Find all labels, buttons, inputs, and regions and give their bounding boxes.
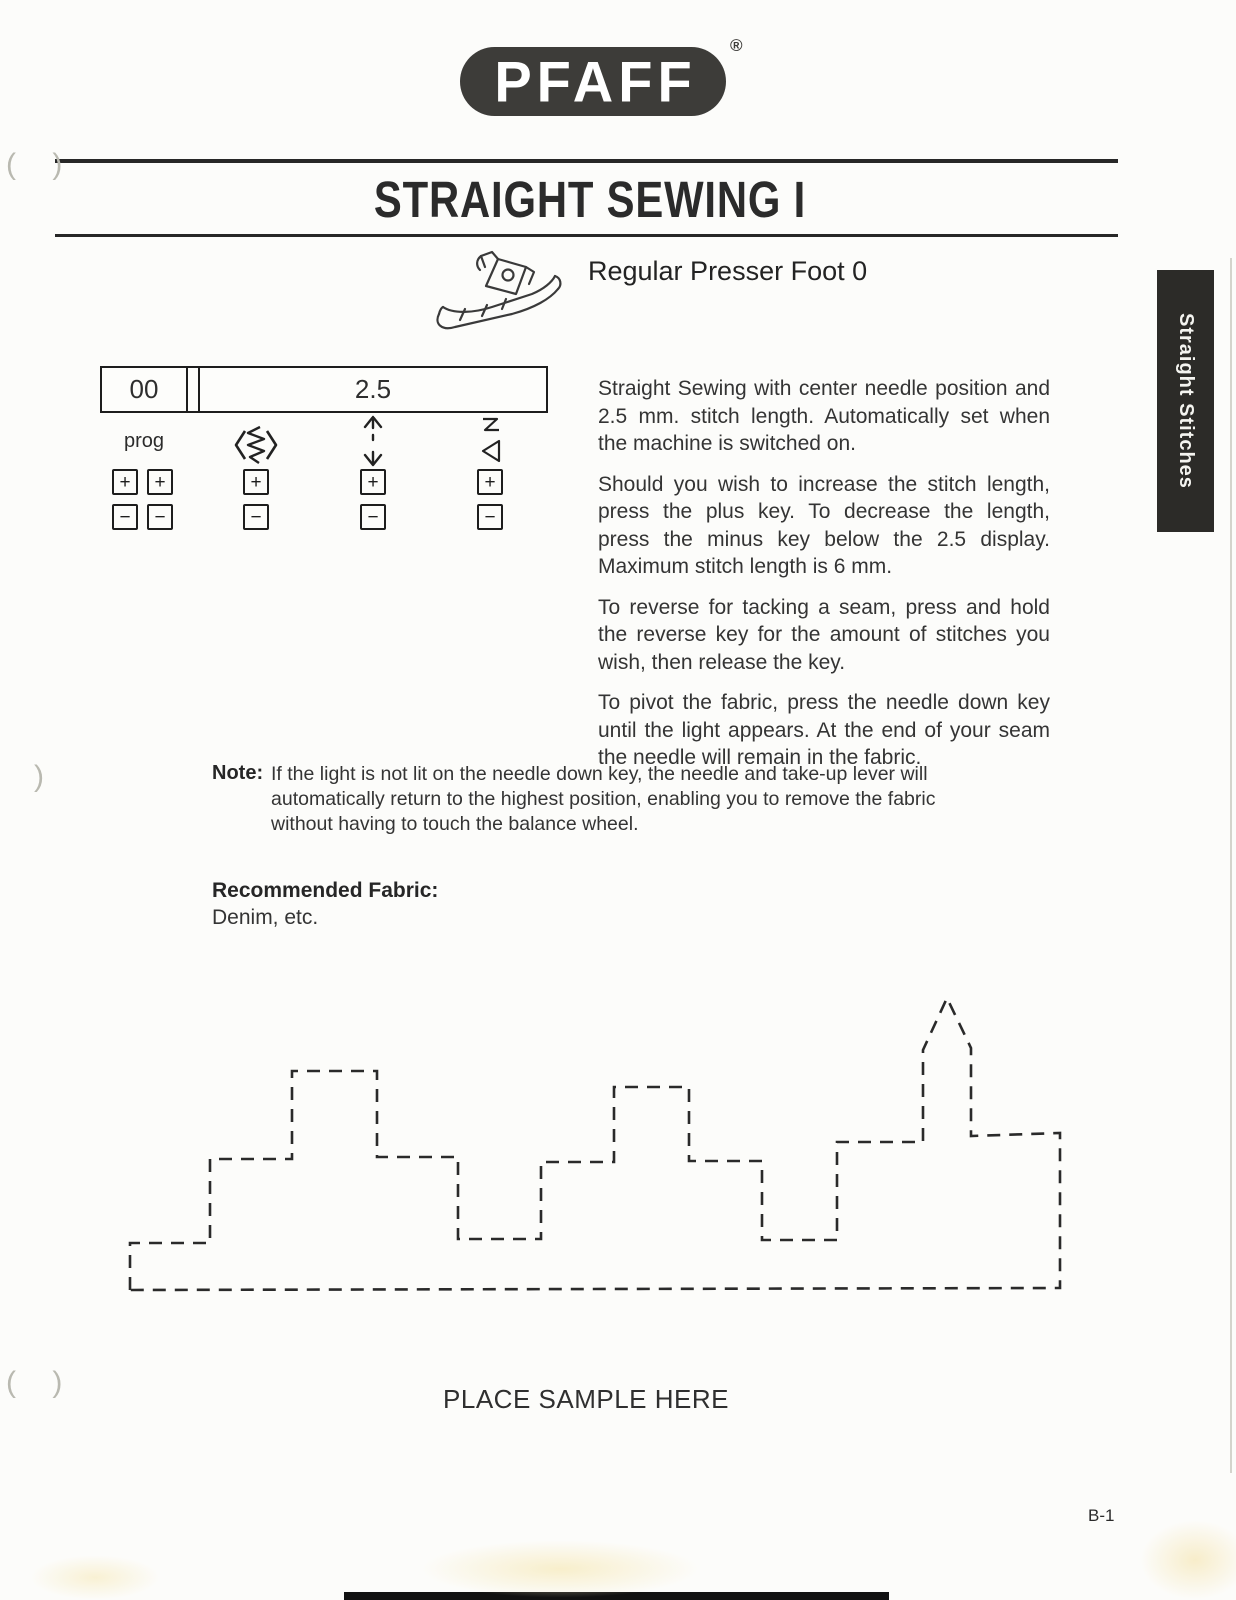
paragraph-pivot: To pivot the fabric, press the needle down key until the light appears. At the end of your seam the needle will remain in the fabric. bbox=[598, 691, 1050, 769]
display-divider bbox=[188, 368, 200, 411]
title-rule-top bbox=[55, 159, 1118, 163]
stitch-length-display-value: 2.5 bbox=[354, 374, 392, 404]
paragraph-stitch-length: Should you wish to increase the stitch length, press the plus key. To decrease the length, press the minus key below the 2.5 display. Maximum stitch length is 6 mm. bbox=[598, 472, 1050, 578]
stitch-length-icon bbox=[360, 415, 386, 472]
scan-stain bbox=[30, 1555, 160, 1600]
page-edge-line bbox=[1230, 258, 1232, 1473]
stitch-width-icon bbox=[233, 424, 279, 471]
page-number: B-1 bbox=[1088, 1506, 1115, 1525]
note-label: Note: bbox=[212, 762, 264, 784]
paragraph-default-setting: Straight Sewing with center needle position and 2.5 mm. stitch length. Automatically set when the machine is switched on. bbox=[598, 377, 1050, 455]
program-display-value: 00 bbox=[102, 368, 188, 411]
place-sample-caption: PLACE SAMPLE HERE bbox=[443, 1384, 729, 1414]
chapter-tab bbox=[1157, 270, 1214, 532]
presser-foot-illustration bbox=[432, 248, 582, 345]
stitch-width-plus-key[interactable]: + bbox=[243, 469, 269, 495]
paragraph-reverse: To reverse for tacking a seam, press and hold the reverse key for the amount of stitches you wish, then release the key. bbox=[598, 595, 1050, 674]
pfaff-logo bbox=[460, 47, 726, 116]
binder-mark-top: ( ) bbox=[6, 148, 77, 181]
registered-trademark-symbol: ® bbox=[730, 36, 743, 55]
note-text: If the light is not lit on the needle down key, the needle and take-up lever will automatically return to the highest position, enabling you to remove the fabric without having to touch the balance wheel. bbox=[271, 763, 936, 835]
stitch-display bbox=[100, 366, 548, 413]
binder-mark-middle: ) bbox=[34, 760, 44, 793]
scan-stain bbox=[420, 1540, 700, 1598]
mirror-plus-key[interactable]: + bbox=[477, 469, 503, 495]
recommended-fabric-value: Denim, etc. bbox=[212, 906, 319, 929]
scan-stain bbox=[1140, 1520, 1236, 1600]
title-rule-bottom bbox=[55, 234, 1118, 237]
prog-minus-key-left[interactable]: − bbox=[112, 504, 138, 530]
scan-bottom-bar bbox=[344, 1592, 889, 1600]
mirror-minus-key[interactable]: − bbox=[477, 504, 503, 530]
instructions-column bbox=[598, 375, 1050, 785]
binder-mark-bottom: ( ) bbox=[6, 1366, 77, 1399]
recommended-fabric-heading: Recommended Fabric: bbox=[212, 879, 439, 902]
stitch-length-minus-key[interactable]: − bbox=[360, 504, 386, 530]
prog-minus-key-right[interactable]: − bbox=[147, 504, 173, 530]
stitch-length-plus-key[interactable]: + bbox=[360, 469, 386, 495]
stitch-width-minus-key[interactable]: − bbox=[243, 504, 269, 530]
page-title: STRAIGHT SEWING I bbox=[373, 171, 807, 228]
mirror-image-icon bbox=[477, 416, 505, 471]
prog-plus-key-left[interactable]: + bbox=[112, 469, 138, 495]
prog-plus-key-right[interactable]: + bbox=[147, 469, 173, 495]
prog-label: prog bbox=[124, 430, 165, 452]
chapter-tab-label: Straight Stitches bbox=[1175, 313, 1197, 489]
pfaff-logo-text: PFAFF bbox=[494, 48, 697, 114]
presser-foot-label: Regular Presser Foot 0 bbox=[588, 256, 868, 286]
